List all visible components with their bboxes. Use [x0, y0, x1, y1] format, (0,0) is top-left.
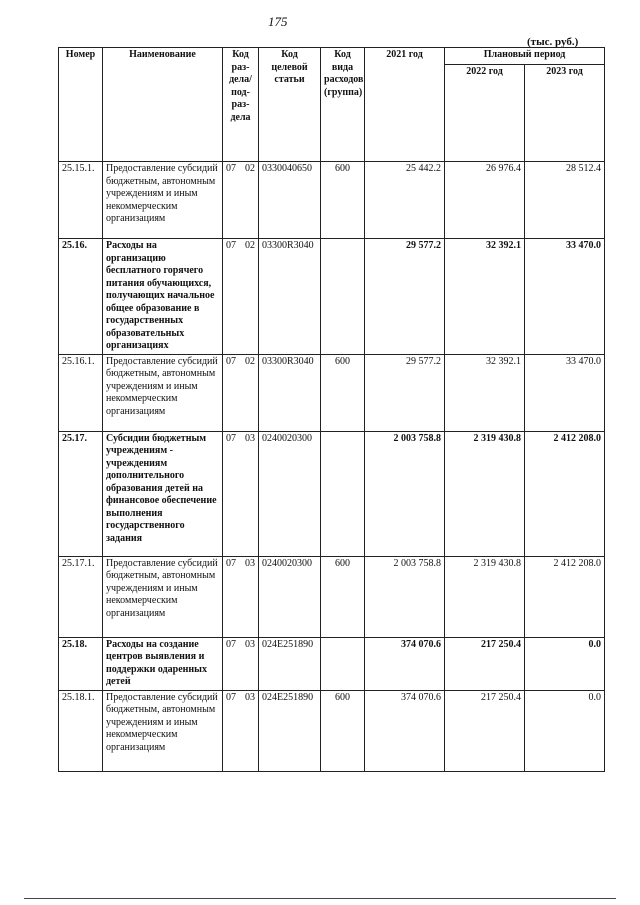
header-year-2023: 2023 год — [525, 65, 605, 162]
header-target-code: Код целевой статьи — [259, 48, 321, 162]
row-amount-2021: 374 070.6 — [365, 637, 445, 690]
row-amount-2023: 0.0 — [525, 637, 605, 690]
row-subsection-code: 03 — [241, 690, 259, 771]
row-expense-type — [321, 239, 365, 355]
table-row — [59, 431, 605, 556]
row-amount-2023: 28 512.4 — [525, 162, 605, 239]
row-amount-2021: 25 442.2 — [365, 162, 445, 239]
row-amount-2021: 2 003 758.8 — [365, 556, 445, 637]
row-section-code: 07 — [223, 354, 241, 431]
row-amount-2022: 2 319 430.8 — [445, 556, 525, 637]
row-amount-2021: 2 003 758.8 — [365, 431, 445, 556]
table-row — [59, 556, 605, 637]
row-number: 25.17.1. — [59, 556, 103, 637]
row-target-code: 0240020300 — [259, 431, 321, 556]
row-amount-2023: 33 470.0 — [525, 354, 605, 431]
row-expense-type: 600 — [321, 556, 365, 637]
header-year-2021: 2021 год — [365, 48, 445, 162]
row-name: Расходы на организацию бесплатного горячего питания обучающихся, получающих начальное общее образование в государственных образовательных организациях — [103, 239, 223, 355]
table-row — [59, 690, 605, 771]
row-amount-2023: 0.0 — [525, 690, 605, 771]
row-target-code: 024E251890 — [259, 637, 321, 690]
row-section-code: 07 — [223, 431, 241, 556]
page-bottom-divider — [24, 898, 616, 899]
row-amount-2023: 2 412 208.0 — [525, 431, 605, 556]
row-name: Расходы на создание центров выявления и поддержки одаренных детей — [103, 637, 223, 690]
row-amount-2022: 217 250.4 — [445, 690, 525, 771]
row-section-code: 07 — [223, 556, 241, 637]
header-number: Номер — [59, 48, 103, 162]
row-name: Субсидии бюджетным учреждениям - учреждениям дополнительного образования детей на финансовое обеспечение выполнения государственного задания — [103, 431, 223, 556]
row-subsection-code: 02 — [241, 354, 259, 431]
page-number: 175 — [268, 14, 288, 29]
row-amount-2022: 26 976.4 — [445, 162, 525, 239]
row-target-code: 0240020300 — [259, 556, 321, 637]
row-subsection-code: 03 — [241, 556, 259, 637]
row-section-code: 07 — [223, 637, 241, 690]
row-amount-2023: 2 412 208.0 — [525, 556, 605, 637]
row-number: 25.15.1. — [59, 162, 103, 239]
row-expense-type — [321, 637, 365, 690]
row-amount-2022: 217 250.4 — [445, 637, 525, 690]
budget-table — [58, 47, 605, 772]
header-planned-period: Плановый период — [445, 48, 605, 65]
row-number: 25.17. — [59, 431, 103, 556]
row-number: 25.18. — [59, 637, 103, 690]
header-name: Наименование — [103, 48, 223, 162]
table-row — [59, 354, 605, 431]
row-subsection-code: 03 — [241, 637, 259, 690]
table-row — [59, 637, 605, 690]
row-amount-2021: 29 577.2 — [365, 354, 445, 431]
row-amount-2023: 33 470.0 — [525, 239, 605, 355]
row-name: Предоставление субсидий бюджетным, автономным учреждениям и иным некоммерческим организациям — [103, 690, 223, 771]
row-amount-2022: 32 392.1 — [445, 354, 525, 431]
row-subsection-code: 03 — [241, 431, 259, 556]
row-name: Предоставление субсидий бюджетным, автономным учреждениям и иным некоммерческим организациям — [103, 556, 223, 637]
header-year-2022: 2022 год — [445, 65, 525, 162]
row-subsection-code: 02 — [241, 162, 259, 239]
row-target-code: 024E251890 — [259, 690, 321, 771]
row-target-code: 03300R3040 — [259, 354, 321, 431]
row-section-code: 07 — [223, 690, 241, 771]
row-expense-type: 600 — [321, 162, 365, 239]
row-subsection-code: 02 — [241, 239, 259, 355]
row-expense-type: 600 — [321, 354, 365, 431]
row-target-code: 0330040650 — [259, 162, 321, 239]
row-amount-2021: 374 070.6 — [365, 690, 445, 771]
row-expense-type: 600 — [321, 690, 365, 771]
header-section-code: Код раз-дела/ под-раз-дела — [223, 48, 259, 162]
row-amount-2022: 2 319 430.8 — [445, 431, 525, 556]
row-name: Предоставление субсидий бюджетным, автономным учреждениям и иным некоммерческим организациям — [103, 354, 223, 431]
header-expense-type-code: Код вида расходов (группа) — [321, 48, 365, 162]
row-amount-2022: 32 392.1 — [445, 239, 525, 355]
row-number: 25.18.1. — [59, 690, 103, 771]
row-section-code: 07 — [223, 162, 241, 239]
row-expense-type — [321, 431, 365, 556]
row-number: 25.16.1. — [59, 354, 103, 431]
row-number: 25.16. — [59, 239, 103, 355]
row-name: Предоставление субсидий бюджетным, автономным учреждениям и иным некоммерческим организациям — [103, 162, 223, 239]
table-row — [59, 239, 605, 355]
table-row — [59, 162, 605, 239]
row-target-code: 03300R3040 — [259, 239, 321, 355]
units-label: (тыс. руб.) — [527, 36, 579, 48]
row-section-code: 07 — [223, 239, 241, 355]
row-amount-2021: 29 577.2 — [365, 239, 445, 355]
